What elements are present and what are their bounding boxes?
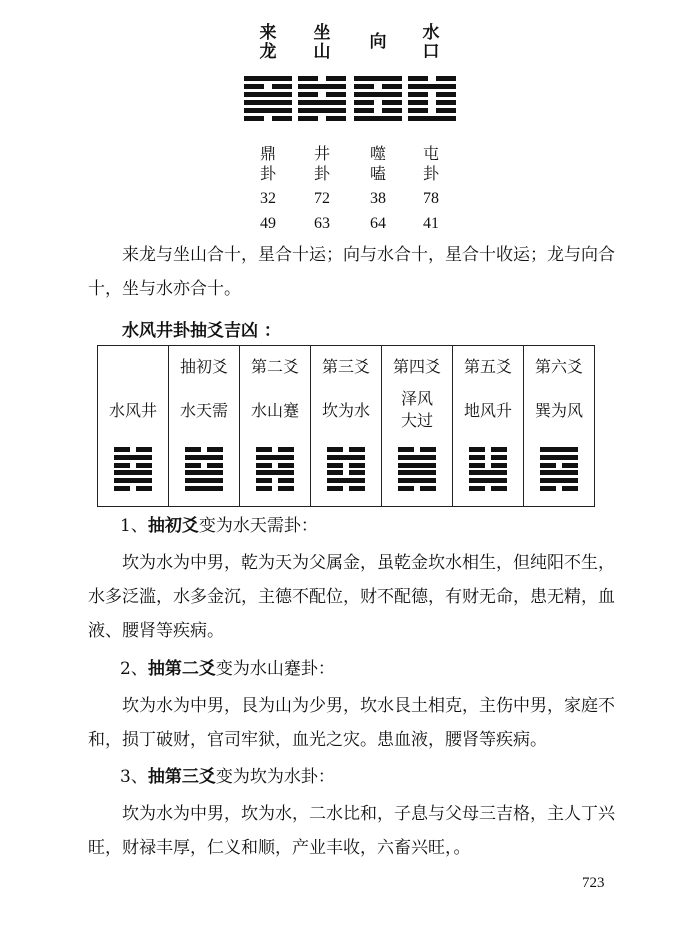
yin-line-segment — [244, 116, 264, 121]
paragraph-combination: 来龙与坐山合十，星合十运；向与水合十，星合十收运；龙与向合十，坐与水亦合十。 — [88, 245, 615, 299]
item-3-body: 坎为水为中男，坎为水，二水比和，子息与父母三吉格，主人丁兴旺，财禄丰厚，仁义和顺，产业丰收，六畜兴旺，。 — [88, 804, 615, 858]
cell-head: 第六爻 — [534, 357, 583, 376]
yin-line-segment — [349, 486, 365, 491]
item-number: 2、 — [120, 659, 148, 679]
yin-line-segment — [114, 463, 130, 468]
name-zhun: 屯 卦 — [422, 144, 439, 183]
name-jing: 井 卦 — [313, 144, 330, 183]
item-rest: 变为水天需卦： — [198, 516, 318, 536]
cell-head: 第三爻 — [321, 357, 370, 376]
num-row1: 72 — [314, 190, 330, 207]
hexagram-icon — [469, 446, 507, 492]
cell-name: 巽为风 — [534, 401, 583, 420]
yang-line — [398, 455, 436, 460]
yin-line-segment — [408, 92, 428, 97]
yang-line — [540, 455, 578, 460]
yang-line — [114, 455, 152, 460]
hexagram-shi-he — [354, 74, 402, 122]
yang-line — [114, 470, 152, 475]
yin-line-segment — [436, 108, 456, 113]
yang-line — [244, 92, 292, 97]
yin-line-segment — [562, 486, 578, 491]
num-row2: 41 — [423, 215, 439, 232]
item-bold: 抽第二爻 — [147, 659, 216, 679]
hexagram-zhun — [408, 74, 456, 122]
yin-line-segment — [298, 76, 318, 81]
yin-line-segment — [354, 108, 374, 113]
table-cell — [169, 346, 240, 507]
hexagram-icon — [185, 446, 223, 492]
yin-line-segment — [436, 100, 456, 105]
hexagram-ding — [244, 74, 292, 122]
yin-line-segment — [114, 447, 130, 452]
name-shi-he: 噬 嗑 — [369, 144, 386, 183]
yin-line-segment — [272, 116, 292, 121]
yang-line — [354, 92, 402, 97]
page-number: 723 — [582, 875, 605, 891]
hexagram-icon — [327, 446, 365, 492]
yin-line-segment — [256, 486, 272, 491]
yin-line-segment — [326, 76, 346, 81]
yin-line-segment — [354, 100, 374, 105]
yang-line — [114, 478, 152, 483]
yin-line-segment — [382, 108, 402, 113]
cell-name: 水风井 — [108, 401, 157, 420]
yin-line-segment — [382, 84, 402, 89]
yang-line — [185, 455, 223, 460]
item-number: 1、 — [120, 516, 148, 536]
table-cell — [453, 346, 524, 507]
item-2-heading — [120, 652, 335, 686]
table-cell — [382, 346, 453, 507]
yin-line-segment — [469, 463, 485, 468]
yin-line-segment — [491, 455, 507, 460]
yang-line — [244, 76, 292, 81]
yin-line-segment — [408, 108, 428, 113]
yang-line — [298, 84, 346, 89]
yin-line-segment — [562, 463, 578, 468]
yin-line-segment — [349, 463, 365, 468]
yang-line — [185, 478, 223, 483]
yin-line-segment — [256, 463, 272, 468]
yin-line-segment — [256, 478, 272, 483]
hexagram-table — [97, 345, 595, 507]
yang-line — [244, 100, 292, 105]
yin-line-segment — [272, 84, 292, 89]
yin-line-segment — [420, 447, 436, 452]
header-label-lai-long: 来 龙 — [259, 23, 277, 62]
cell-name: 坎为水 — [321, 401, 370, 420]
item-2-body: 坎为水为中男，艮为山为少男，坎水艮土相克，主伤中男，家庭不和，损丁破财，官司牢狱，血光之灾。患血液，腰肾等疾病。 — [88, 696, 615, 750]
yin-line-segment — [298, 116, 318, 121]
yang-line — [256, 455, 294, 460]
cell-head: 抽初爻 — [179, 357, 228, 376]
yin-line-segment — [326, 116, 346, 121]
yin-line-segment — [327, 486, 343, 491]
section-title — [122, 316, 281, 341]
yang-line — [354, 76, 402, 81]
yin-line-segment — [491, 463, 507, 468]
table-cell — [524, 346, 595, 507]
yin-line-segment — [136, 463, 152, 468]
yin-line-segment — [327, 447, 343, 452]
name-ding: 鼎 卦 — [259, 144, 276, 183]
table-cell — [98, 346, 169, 507]
yin-line-segment — [398, 447, 414, 452]
yang-line — [256, 470, 294, 475]
yang-line — [327, 455, 365, 460]
cell-name: 水天需 — [179, 401, 228, 420]
yang-line — [298, 100, 346, 105]
yang-line — [540, 478, 578, 483]
yin-line-segment — [327, 463, 343, 468]
yin-line-segment — [278, 447, 294, 452]
yin-line-segment — [278, 478, 294, 483]
yang-line — [398, 463, 436, 468]
hexagram-icon — [114, 446, 152, 492]
yin-line-segment — [114, 486, 130, 491]
section-title-text: 水风井卦抽爻吉凶 ： — [122, 321, 281, 341]
num-row1: 38 — [370, 190, 386, 207]
hexagram-icon — [540, 446, 578, 492]
cell-name: 地风升 — [463, 401, 512, 420]
yin-line-segment — [207, 447, 223, 452]
yin-line-segment — [436, 92, 456, 97]
yang-line — [469, 478, 507, 483]
cell-name: 泽风 大过 — [400, 389, 433, 430]
header-label-zuo-shan: 坐 山 — [313, 23, 331, 62]
yin-line-segment — [326, 92, 346, 97]
yin-line-segment — [408, 76, 428, 81]
item-rest: 变为坎为水卦： — [215, 767, 335, 787]
num-row2: 49 — [260, 215, 276, 232]
num-row1: 32 — [260, 190, 276, 207]
yin-line-segment — [349, 470, 365, 475]
yin-line-segment — [354, 84, 374, 89]
yang-line — [185, 486, 223, 491]
yin-line-segment — [244, 84, 264, 89]
yin-line-segment — [469, 486, 485, 491]
cell-name: 水山蹇 — [250, 401, 299, 420]
yin-line-segment — [491, 486, 507, 491]
yin-line-segment — [382, 100, 402, 105]
hexagram-icon — [398, 446, 436, 492]
table-cell — [240, 346, 311, 507]
yin-line-segment — [540, 486, 556, 491]
yin-line-segment — [420, 486, 436, 491]
yin-line-segment — [256, 447, 272, 452]
yin-line-segment — [469, 455, 485, 460]
yin-line-segment — [398, 486, 414, 491]
item-1-body: 坎为水为中男，乾为天为父属金，虽乾金坎水相生，但纯阳不生，水多泛滥，水多金沉，主德不配位，财不配德，有财无命，患无精，血液、腰肾等疾病。 — [88, 553, 615, 641]
cell-head: 第五爻 — [463, 357, 512, 376]
yin-line-segment — [469, 447, 485, 452]
yang-line — [540, 470, 578, 475]
yin-line-segment — [327, 470, 343, 475]
num-row2: 63 — [314, 215, 330, 232]
item-1-heading — [120, 509, 318, 543]
item-bold: 抽第三爻 — [147, 767, 216, 787]
cell-head: 第四爻 — [392, 357, 441, 376]
yin-line-segment — [136, 447, 152, 452]
yin-line-segment — [491, 447, 507, 452]
yang-line — [540, 447, 578, 452]
yin-line-segment — [278, 486, 294, 491]
hexagram-jing — [298, 74, 346, 122]
yin-line-segment — [185, 463, 201, 468]
hexagram-icon — [256, 446, 294, 492]
yang-line — [354, 116, 402, 121]
header-label-shui-kou: 水 口 — [422, 23, 440, 62]
yang-line — [398, 470, 436, 475]
yang-line — [398, 478, 436, 483]
item-number: 3、 — [120, 767, 148, 787]
yin-line-segment — [207, 463, 223, 468]
yang-line — [327, 478, 365, 483]
yang-line — [469, 470, 507, 475]
num-row2: 64 — [370, 215, 386, 232]
item-3-heading — [120, 760, 335, 794]
table-cell — [311, 346, 382, 507]
yang-line — [185, 470, 223, 475]
yin-line-segment — [185, 447, 201, 452]
item-bold: 抽初爻 — [147, 516, 199, 536]
yin-line-segment — [436, 76, 456, 81]
yin-line-segment — [298, 92, 318, 97]
yin-line-segment — [136, 486, 152, 491]
yang-line — [408, 116, 456, 121]
yin-line-segment — [278, 463, 294, 468]
yin-line-segment — [408, 100, 428, 105]
cell-head: 第二爻 — [250, 357, 299, 376]
yang-line — [298, 108, 346, 113]
item-rest: 变为水山蹇卦： — [215, 659, 335, 679]
header-label-xiang: 向 — [369, 32, 387, 52]
yang-line — [408, 84, 456, 89]
yin-line-segment — [349, 447, 365, 452]
yang-line — [244, 108, 292, 113]
num-row1: 78 — [423, 190, 439, 207]
yin-line-segment — [540, 463, 556, 468]
